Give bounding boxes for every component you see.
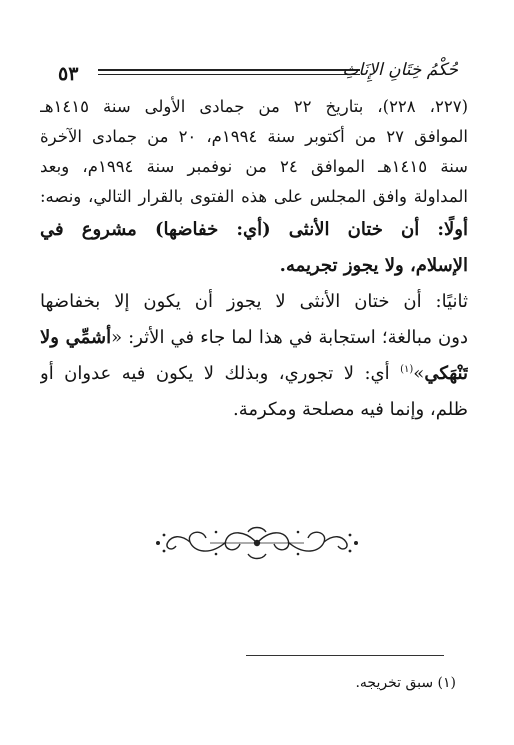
text-line: ظلم، وإنما فيه مصلحة ومكرمة. [233,399,468,420]
ornament-scroll-left [257,533,289,550]
text-line: المداولة وافق المجلس على هذه الفتوى بالقرار التالي، ونصه: [40,187,468,206]
text-segment: أي: لا تجوري، وبذلك لا يكون فيه عدوان أو [40,363,401,384]
hadith-quote-end: تَنْهَكي [424,363,468,384]
footnote-separator [246,655,444,656]
text-line: (٢٢٧، ٢٢٨)، بتاريخ ٢٢ من جمادى الأولى سنة ١٤١٥هـ [40,97,468,116]
header-rule [98,69,360,75]
page-number: ٥٣ [58,63,79,85]
text-line [40,356,468,392]
decision-first-item-cont: الإسلام، ولا يجوز تجريمه. [279,255,468,276]
running-title: حُكْمُ خِتَانِ الإِنَاثِ [342,60,458,80]
quote-close: » [413,363,425,384]
page-header [58,60,458,88]
main-text [40,92,468,428]
ornament-scroll-right [225,533,257,550]
quote-intro: دون مبالغة؛ استجابة في هذا لما جاء في الأثر: « [111,327,468,348]
decision-second-item: ثانيًا: أن ختان الأنثى لا يجوز أن يكون إلا بخفاضها [40,291,468,312]
decision-first-item: أولًا: أن ختان الأنثى (أي: خفاضها) مشروع في [40,219,468,240]
footnote-ref[interactable]: (١) [400,364,414,375]
text-line [40,320,468,356]
text-line: الموافق ٢٧ من أكتوبر سنة ١٩٩٤م، ٢٠ من جمادى الآخرة [40,127,468,146]
text-line: سنة ١٤١٥هـ الموافق ٢٤ من نوفمبر سنة ١٩٩٤م، وبعد [40,157,468,176]
hadith-quote: أشمِّي ولا [40,327,112,348]
footnote: (١) سبق تخريجه. [355,675,456,691]
ornament-divider [150,522,364,564]
